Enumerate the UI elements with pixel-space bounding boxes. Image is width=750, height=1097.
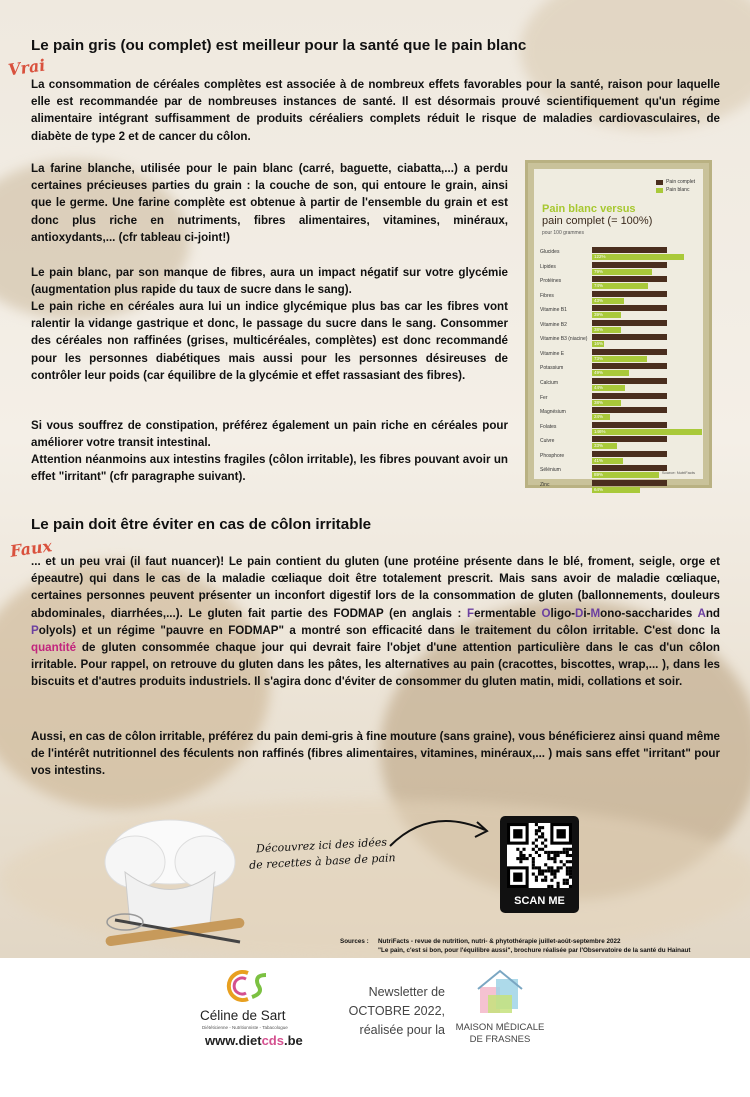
bar-pain-complet: [592, 320, 667, 326]
category-label: Fibres: [540, 292, 554, 299]
section1-paragraph-5: Si vous souffrez de constipation, préférez également un pain riche en céréales pour améliorer votre transit intestinal.: [31, 419, 508, 450]
web-suffix: .be: [283, 1033, 303, 1048]
data-label: 74%: [594, 283, 604, 289]
legend-label: Pain complet: [666, 179, 695, 185]
maison-medicale-logo-icon: [472, 965, 532, 1020]
bar-pain-complet: [592, 422, 667, 428]
maison-medicale-name: [450, 1022, 550, 1046]
section2-title: Le pain doit être éviter en cas de côlon irritable: [31, 516, 372, 533]
chef-hat-illustration: [95, 812, 245, 952]
newsletter-line-3: réalisée pour la: [359, 1023, 445, 1037]
false-tag: Faux: [8, 536, 54, 561]
arrow-icon: [385, 812, 495, 852]
chart-row: [540, 479, 705, 495]
category-label: Cuivre: [540, 438, 555, 445]
category-label: Lipides: [540, 263, 556, 270]
fodmap-initial: F: [466, 606, 475, 620]
section2-paragraph-1: [31, 553, 720, 691]
brand-subtitle: Diététicienne - Nutritionniste - Tabacologue: [202, 1025, 288, 1030]
bar-pain-complet: [592, 334, 667, 340]
fodmap-word: ono-saccharides: [600, 606, 698, 620]
data-label: 89%: [594, 472, 604, 478]
legend-entry-blanc: [656, 187, 695, 193]
data-label: 39%: [594, 312, 604, 318]
chart-note: pour 100 grammes: [542, 230, 584, 236]
fodmap-word: i-: [583, 606, 591, 620]
bar-pain-complet: [592, 349, 667, 355]
section1-paragraph-2: La farine blanche, utilisée pour le pain blanc (carré, baguette, ciabatta,...) a perdu certaines précieuses parties du grain : la couche de son, qui entoure le grain, ainsi que le germe. Une farine complète est obtenue à partir de l'ensemble du grain et est donc plus riche en nutriments, fibres alimentaires, vitamines, minéraux, antioxydants,... (cfr tableau ci-joint!): [31, 162, 508, 244]
fodmap-word: olyols: [38, 623, 73, 637]
chart-panel: [534, 169, 703, 492]
bar-pain-complet: [592, 407, 667, 413]
hint-line-2: de recettes à base de pain: [248, 851, 396, 872]
data-label: 41%: [594, 457, 604, 463]
legend-swatch: [656, 180, 663, 185]
category-label: Vitamine B1: [540, 307, 567, 314]
bar-pain-complet: [592, 378, 667, 384]
true-tag: Vrai: [6, 55, 47, 80]
data-label: 146%: [594, 428, 606, 434]
category-label: Sélénium: [540, 467, 561, 474]
data-label: 73%: [594, 355, 604, 361]
data-label: 49%: [594, 370, 604, 376]
qr-code-icon: [507, 823, 572, 888]
qr-code[interactable]: [500, 816, 579, 913]
category-label: Protéines: [540, 278, 562, 285]
fodmap-initial: M: [590, 606, 601, 620]
legend-entry-complet: [656, 179, 695, 185]
bar-pain-complet: [592, 480, 667, 486]
fodmap-initial: O: [541, 606, 551, 620]
chart-title: Pain blanc versus: [542, 203, 636, 215]
source-line-2: "Le pain, c'est si bon, pour l'équilibre aussi", brochure réalisée par l'Observatoire de la santé du Hainaut: [378, 947, 691, 954]
bar-pain-complet: [592, 451, 667, 457]
text-run: ... et un peu vrai (il faut nuancer)! Le pain contient du gluten (une protéine présente dans le blé, froment, seigle, orge et épeautre) qui dans le cas de la maladie cœliaque doit être totalement prescrit. Mais sans avoir de maladie cœliaque, certaines personnes peuvent présenter un inconfort digestif lors de la consommation de gluten (ballonnements, douleurs abdominales, diarrhées,...). Le gluten fait partie des FODMAP (en anglais :: [31, 555, 720, 620]
data-label: 43%: [594, 297, 604, 303]
bar-pain-complet: [592, 247, 667, 253]
category-label: Zinc: [540, 481, 550, 488]
section1-title: Le pain gris (ou complet) est meilleur pour la santé que le pain blanc: [31, 37, 527, 54]
brand-website[interactable]: [205, 1033, 303, 1048]
bar-pain-complet: [592, 291, 667, 297]
category-label: Folates: [540, 423, 557, 430]
chart-source: Source: NutriFacts: [661, 470, 695, 475]
section1-paragraph-1: La consommation de céréales complètes est associée à de nombreux effets favorables pour la santé, raison pour laquelle elle est recommandée par de nombreuses instances de santé. Il est désormais prouvé scientifiquement qu'un régime alimentaire intégrant suffisamment de produits céréaliers complets réduit le risque de maladies cardiovasculaires, de diabète de type 2 et de cancer du côlon.: [31, 78, 720, 143]
legend-label: Pain blanc: [666, 187, 690, 193]
bar-pain-complet: [592, 436, 667, 442]
category-label: Glucides: [540, 249, 560, 255]
newsletter-line-1: Newsletter de: [368, 985, 445, 999]
chart-legend: [656, 179, 695, 195]
category-label: Magnésium: [540, 409, 566, 416]
data-label: 79%: [594, 268, 604, 274]
newsletter-line-2: OCTOBRE 2022,: [348, 1004, 445, 1018]
data-label: 38%: [594, 326, 604, 332]
newsletter-info: [340, 983, 445, 1040]
data-label: 64%: [594, 486, 604, 492]
hint-line-1: Découvrez ici des idées: [255, 835, 388, 856]
fodmap-initial: A: [697, 606, 706, 620]
category-label: Vitamine E: [540, 350, 565, 357]
web-prefix: www.diet: [205, 1033, 262, 1048]
section1-paragraph-3: Le pain blanc, par son manque de fibres, aura un impact négatif sur votre glycémie (augmentation plus rapide du taux de sucre dans le sang).: [31, 266, 508, 297]
section2-paragraph-2: Aussi, en cas de côlon irritable, préférez du pain demi-gris à fine mouture (sans graine), vous bénéficierez ainsi quand même de l'intérêt nutritionnel des féculents non raffinés (fibres alimentaires, vitamines, minéraux,... ) mais sans effet "irritant" pour vos intestins.: [31, 730, 720, 778]
category-label: Vitamine B3 (niacine): [540, 336, 588, 343]
data-label: 44%: [594, 384, 604, 390]
data-label: 16%: [594, 341, 604, 347]
section1-paragraph-4: Le pain riche en céréales aura lui un indice glycémique plus bas car les fibres vont ralentir la vidange gastrique et donc, le passage du sucre dans le sang. Consommer des céréales non raffinées (grises, multicéréales, complètes) est donc recommandé pour les personnes diabétiques mais aussi pour les personnes désireuses de contrôler leur poids (car équilibre de la glycémie et effet rassasiant des fibres).: [31, 300, 508, 382]
bar-pain-complet: [592, 305, 667, 311]
bar-pain-complet: [592, 393, 667, 399]
cds-logo-icon: [226, 965, 276, 1007]
category-label: Calcium: [540, 379, 559, 386]
sources-label: Sources :: [340, 938, 369, 945]
mm-line-2: DE FRASNES: [469, 1034, 531, 1045]
bar-pain-complet: [592, 262, 667, 268]
section1-paragraph-6: Attention néanmoins aux intestins fragiles (côlon irritable), les fibres pouvant avoir un effet "irritant" (cfr paragraphe suivant).: [31, 453, 508, 484]
web-accent: cds: [261, 1033, 284, 1048]
bar-pain-complet: [592, 276, 667, 282]
data-label: 38%: [594, 399, 604, 405]
data-label: 33%: [594, 443, 604, 449]
category-label: Fer: [540, 394, 548, 401]
nutrient-comparison-chart: [525, 160, 712, 492]
brand-name: Céline de Sart: [200, 1008, 286, 1023]
category-label: Vitamine B2: [540, 321, 567, 328]
mm-line-1: MAISON MÉDICALE: [455, 1022, 545, 1033]
scan-me-label: SCAN ME: [514, 895, 565, 907]
bar-pain-blanc: [592, 254, 684, 260]
fodmap-word: nd: [705, 606, 720, 620]
text-run: ) et un régime "pauvre en FODMAP" a montré son efficacité dans le traitement du côlon irritable. C'est donc la: [72, 623, 720, 637]
bar-pain-complet: [592, 363, 667, 369]
bar-pain-blanc: [592, 429, 702, 435]
data-label: 122%: [594, 254, 606, 259]
fodmap-initial: D: [575, 606, 584, 620]
fodmap-word: ligo-: [550, 606, 576, 620]
legend-swatch: [656, 188, 663, 193]
emphasis-quantite: quantité: [31, 641, 77, 655]
text-run: de gluten consommée chaque jour qui devrait faire l'objet d'une attention particulière dans le cas d'un côlon irritable. Pour rappel, on retrouve du gluten dans les pâtes, les alternatives au pain (cracottes, biscottes, wrap,... ), dans les biscuits et d'autres produits industriels. Il s'agira donc d'éviter de consommer du gluten matin, midi, collations et soir.: [31, 641, 720, 689]
source-line-1: NutriFacts - revue de nutrition, nutri- & phytothérapie juillet-août-septembre 2022: [378, 938, 621, 945]
category-label: Phosphore: [540, 452, 565, 459]
fodmap-initial: P: [31, 623, 39, 637]
chart-subtitle: pain complet (= 100%): [542, 215, 653, 227]
data-label: 24%: [594, 414, 604, 420]
category-label: Potassium: [540, 365, 564, 372]
bar-pain-complet: [592, 465, 667, 471]
fodmap-word: ermentable: [474, 606, 542, 620]
